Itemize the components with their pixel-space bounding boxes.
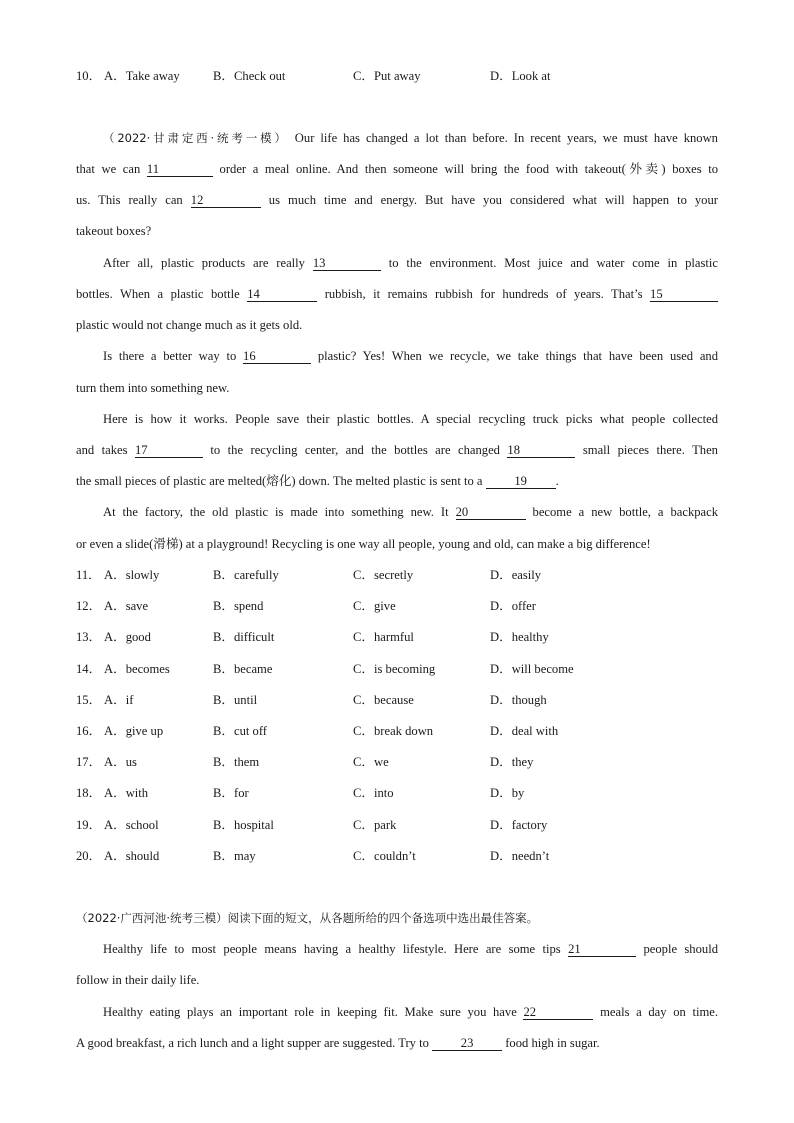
option-a: A．good: [104, 630, 151, 644]
blank-14: 14: [247, 287, 317, 302]
blank-18: 18: [507, 443, 575, 458]
option-c: C．is becoming: [353, 662, 436, 676]
text: order a meal online. And then someone will bring the food with takeout(外卖) boxes to: [219, 162, 719, 176]
option-d: D．Look at: [490, 69, 551, 83]
option-a: A．becomes: [104, 662, 170, 676]
option-b: B．them: [213, 755, 260, 769]
passage-2-line: [103, 1003, 718, 1021]
passage-1-line: [103, 254, 718, 272]
question-row: [0, 847, 794, 865]
option-c: C．into: [353, 786, 394, 800]
passage-2-line: follow in their daily life.: [76, 973, 200, 987]
text: us much time and energy. But have you considered what will happen to your: [268, 193, 718, 207]
text: plastic? Yes! When we recycle, we take things that have been used and: [317, 349, 718, 363]
option-a: A．give up: [104, 724, 164, 738]
text: become a new bottle, a backpack: [532, 505, 719, 519]
text: to the recycling center, and the bottles are changed: [210, 443, 500, 457]
question-number: 12．: [76, 599, 102, 613]
blank-21: 21: [568, 942, 636, 957]
question-number: 19．: [76, 818, 102, 832]
option-d: D．by: [490, 786, 525, 800]
blank-23: 23: [432, 1036, 502, 1051]
option-a: A．us: [104, 755, 137, 769]
text: us. This really can: [76, 193, 183, 207]
question-row: [0, 566, 794, 584]
option-a: A．save: [104, 599, 149, 613]
option-b: B．Check out: [213, 69, 286, 83]
text: meals a day on time.: [600, 1005, 718, 1019]
option-a: A．with: [104, 786, 149, 800]
question-row: [0, 816, 794, 834]
question-number: 13．: [76, 630, 102, 644]
option-c: C．park: [353, 818, 397, 832]
blank-20: 20: [456, 505, 526, 520]
option-a: A．school: [104, 818, 159, 832]
text: the small pieces of plastic are melted(熔化) down. The melted plastic is sent to a: [76, 474, 483, 488]
option-c: C．secretly: [353, 568, 414, 582]
passage-2-line: [103, 940, 718, 958]
question-row: [0, 597, 794, 615]
blank-16: 16: [243, 349, 311, 364]
blank-13: 13: [313, 256, 381, 271]
blank-12: 12: [191, 193, 261, 208]
option-b: B．spend: [213, 599, 264, 613]
passage-1-line: turn them into something new.: [76, 381, 230, 395]
option-d: D．offer: [490, 599, 536, 613]
passage-1-line: plastic would not change much as it gets old.: [76, 318, 303, 332]
blank-11: 11: [147, 162, 213, 177]
question-row: [0, 628, 794, 646]
blank-22: 22: [523, 1005, 593, 1020]
passage-1-line: [103, 129, 718, 147]
option-d: D．deal with: [490, 724, 559, 738]
question-number: 18．: [76, 786, 102, 800]
option-b: B．for: [213, 786, 249, 800]
text: food high in sugar.: [505, 1036, 600, 1050]
question-row: [0, 784, 794, 802]
passage-1-line: [76, 191, 718, 209]
passage-2-header: （2022·广西河池·统考三模）阅读下面的短文，从各题所给的四个备选项中选出最佳答案。: [76, 911, 539, 925]
blank-19: 19: [486, 474, 556, 489]
text: people should: [643, 942, 718, 956]
passage-1-line: [103, 503, 718, 521]
option-b: B．until: [213, 693, 258, 707]
blank-17: 17: [135, 443, 203, 458]
source-label: （2022·甘肃定西·统考一模）: [103, 131, 289, 145]
option-b: B．cut off: [213, 724, 267, 738]
text: and takes: [76, 443, 128, 457]
option-c: C．give: [353, 599, 396, 613]
option-b: B．carefully: [213, 568, 279, 582]
passage-1-line: [76, 160, 718, 178]
option-b: B．became: [213, 662, 273, 676]
question-number: 20．: [76, 849, 102, 863]
text: Healthy eating plays an important role in keeping fit. Make sure you have: [103, 1005, 517, 1019]
text: that we can: [76, 162, 141, 176]
option-d: D．healthy: [490, 630, 549, 644]
text: rubbish, it remains rubbish for hundreds of years. That’s: [324, 287, 643, 301]
option-a: A．slowly: [104, 568, 160, 582]
text: Is there a better way to: [103, 349, 237, 363]
question-row: [0, 753, 794, 771]
passage-2-line: [76, 1034, 718, 1052]
question-row: [0, 660, 794, 678]
text: Healthy life to most people means having a healthy lifestyle. Here are some tips: [103, 942, 561, 956]
text: At the factory, the old plastic is made into something new. It: [103, 505, 449, 519]
text: small pieces there. Then: [582, 443, 718, 457]
question-number: 17．: [76, 755, 102, 769]
option-c: C．break down: [353, 724, 434, 738]
passage-1-line: takeout boxes?: [76, 224, 152, 238]
option-d: D．easily: [490, 568, 542, 582]
blank-15: 15: [650, 287, 718, 302]
question-row: [0, 691, 794, 709]
text: A good breakfast, a rich lunch and a light supper are suggested. Try to: [76, 1036, 429, 1050]
option-d: D．though: [490, 693, 547, 707]
passage-1-line: [76, 285, 718, 303]
question-number: 11．: [76, 568, 101, 582]
text: .: [555, 474, 559, 488]
option-a: A．Take away: [104, 69, 180, 83]
text: bottles. When a plastic bottle: [76, 287, 240, 301]
option-b: B．hospital: [213, 818, 274, 832]
option-c: C．Put away: [353, 69, 421, 83]
option-a: A．should: [104, 849, 160, 863]
passage-1-line: Here is how it works. People save their plastic bottles. A special recycling truck picks what people collected: [103, 412, 718, 426]
passage-1-line: [76, 441, 718, 459]
question-10-number: 10．: [76, 69, 102, 83]
question-row: [0, 722, 794, 740]
option-c: C．we: [353, 755, 389, 769]
option-c: C．harmful: [353, 630, 414, 644]
option-a: A．if: [104, 693, 134, 707]
question-number: 16．: [76, 724, 102, 738]
option-d: D．needn’t: [490, 849, 550, 863]
option-c: C．couldn’t: [353, 849, 416, 863]
question-number: 15．: [76, 693, 102, 707]
passage-1-line: [76, 472, 718, 490]
text: Our life has changed a lot than before. In recent years, we must have known: [294, 131, 718, 145]
question-number: 14．: [76, 662, 102, 676]
option-c: C．because: [353, 693, 414, 707]
passage-1-line: [103, 347, 718, 365]
option-d: D．will become: [490, 662, 574, 676]
option-d: D．factory: [490, 818, 548, 832]
option-d: D．they: [490, 755, 534, 769]
option-b: B．may: [213, 849, 256, 863]
passage-1-line: or even a slide(滑梯) at a playground! Recycling is one way all people, young and old, can make a big difference!: [76, 537, 651, 551]
option-b: B．difficult: [213, 630, 275, 644]
text: to the environment. Most juice and water come in plastic: [388, 256, 718, 270]
text: After all, plastic products are really: [103, 256, 305, 270]
